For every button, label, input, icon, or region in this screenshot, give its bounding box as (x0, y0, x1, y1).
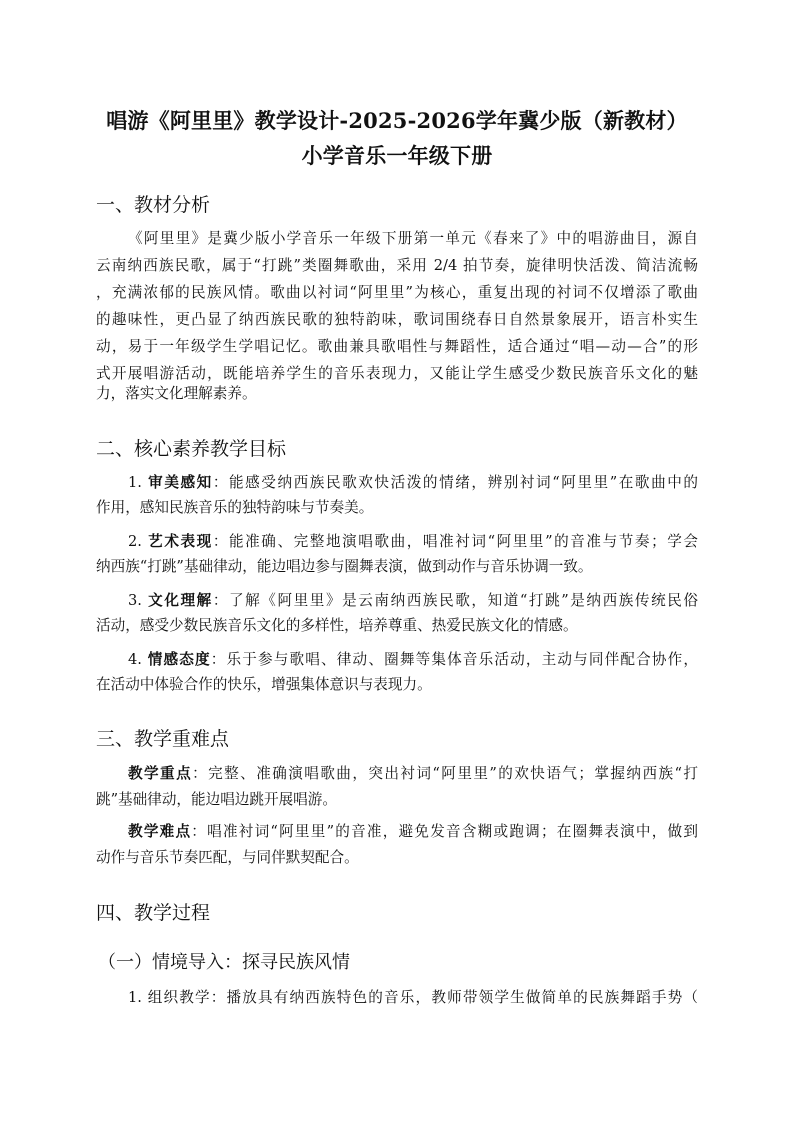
process-step-1: 1. 组织教学：播放具有纳西族特色的音乐，教师带领学生做简单的民族舞蹈手势（ (128, 989, 698, 1006)
difficult-point: 教学难点：唱准衬词“阿里里”的音准，避免发音含糊或跑调；在圈舞表演中，做到 (128, 823, 698, 840)
section4-heading: 四、教学过程 (96, 902, 211, 924)
goal-item-culture: 3. 文化理解：了解《阿里里》是云南纳西族民歌，知道“打跳”是纳西族传统民俗 (128, 592, 698, 609)
section2-heading: 二、核心素养教学目标 (96, 438, 287, 460)
section1-line: ，充满浓郁的民族风情。歌曲以衬词“阿里里”为核心，重复出现的衬词不仅增添了歌曲 (96, 284, 698, 301)
document-title-line2: 小学音乐一年级下册 (301, 143, 493, 168)
section1-line: 云南纳西族民歌，属于“打跳”类圈舞歌曲，采用 2/4 拍节奏，旋律明快活泼、简洁流畅 (96, 257, 698, 274)
section1-line: 的趣味性，更凸显了纳西族民歌的独特韵味，歌词围绕春日自然景象展开，语言朴实生 (96, 311, 698, 328)
goal-label: 文化理解 (148, 592, 213, 609)
goal-item-aesthetic: 1. 审美感知：能感受纳西族民歌欢快活泼的情绪，辨别衬词“阿里里”在歌曲中的 (128, 474, 698, 491)
document-title-line1: 唱游《阿里里》教学设计-2025-2026学年冀少版（新教材） (106, 108, 688, 133)
goal-item-art: 2. 艺术表现：能准确、完整地演唱歌曲，唱准衬词“阿里里”的音准与节奏；学会 (128, 533, 698, 550)
goal-item-emotion: 4. 情感态度：乐于参与歌唱、律动、圈舞等集体音乐活动，主动与同伴配合协作， (128, 651, 698, 668)
key-point: 教学重点：完整、准确演唱歌曲，突出衬词“阿里里”的欢快语气；掌握纳西族“打 (128, 765, 698, 782)
section1-line: 动，易于一年级学生学唱记忆。歌曲兼具歌唱性与舞蹈性，适合通过“唱—动—合”的形 (96, 338, 698, 355)
key-point-cont: 跳”基础律动，能边唱边跳开展唱游。 (96, 791, 337, 808)
section1-line: 力，落实文化理解素养。 (96, 385, 257, 402)
section3-heading: 三、教学重难点 (96, 728, 230, 750)
section4-subheading: （一）情境导入：探寻民族风情 (98, 952, 350, 973)
goal-label: 艺术表现 (148, 533, 213, 550)
key-point-label: 教学重点 (128, 765, 193, 782)
difficult-point-cont: 动作与音乐节奏匹配，与同伴默契配合。 (96, 849, 359, 866)
goal-label: 审美感知 (148, 474, 213, 491)
section1-line: 式开展唱游活动，既能培养学生的音乐表现力，又能让学生感受少数民族音乐文化的魅 (96, 365, 698, 382)
goal-item-emotion-cont: 在活动中体验合作的快乐，增强集体意识与表现力。 (96, 676, 432, 693)
section1-line: 《阿里里》是冀少版小学音乐一年级下册第一单元《春来了》中的唱游曲目，源自 (128, 230, 698, 247)
goal-item-culture-cont: 活动，感受少数民族音乐文化的多样性，培养尊重、热爱民族文化的情感。 (96, 617, 578, 634)
difficult-point-label: 教学难点 (128, 823, 192, 840)
goal-label: 情感态度 (147, 651, 211, 668)
goal-item-art-cont: 纳西族“打跳”基础律动，能边唱边参与圈舞表演，做到动作与音乐协调一致。 (96, 558, 593, 575)
section1-heading: 一、教材分析 (96, 194, 211, 216)
goal-item-aesthetic-cont: 作用，感知民族音乐的独特韵味与节奏美。 (96, 499, 374, 516)
